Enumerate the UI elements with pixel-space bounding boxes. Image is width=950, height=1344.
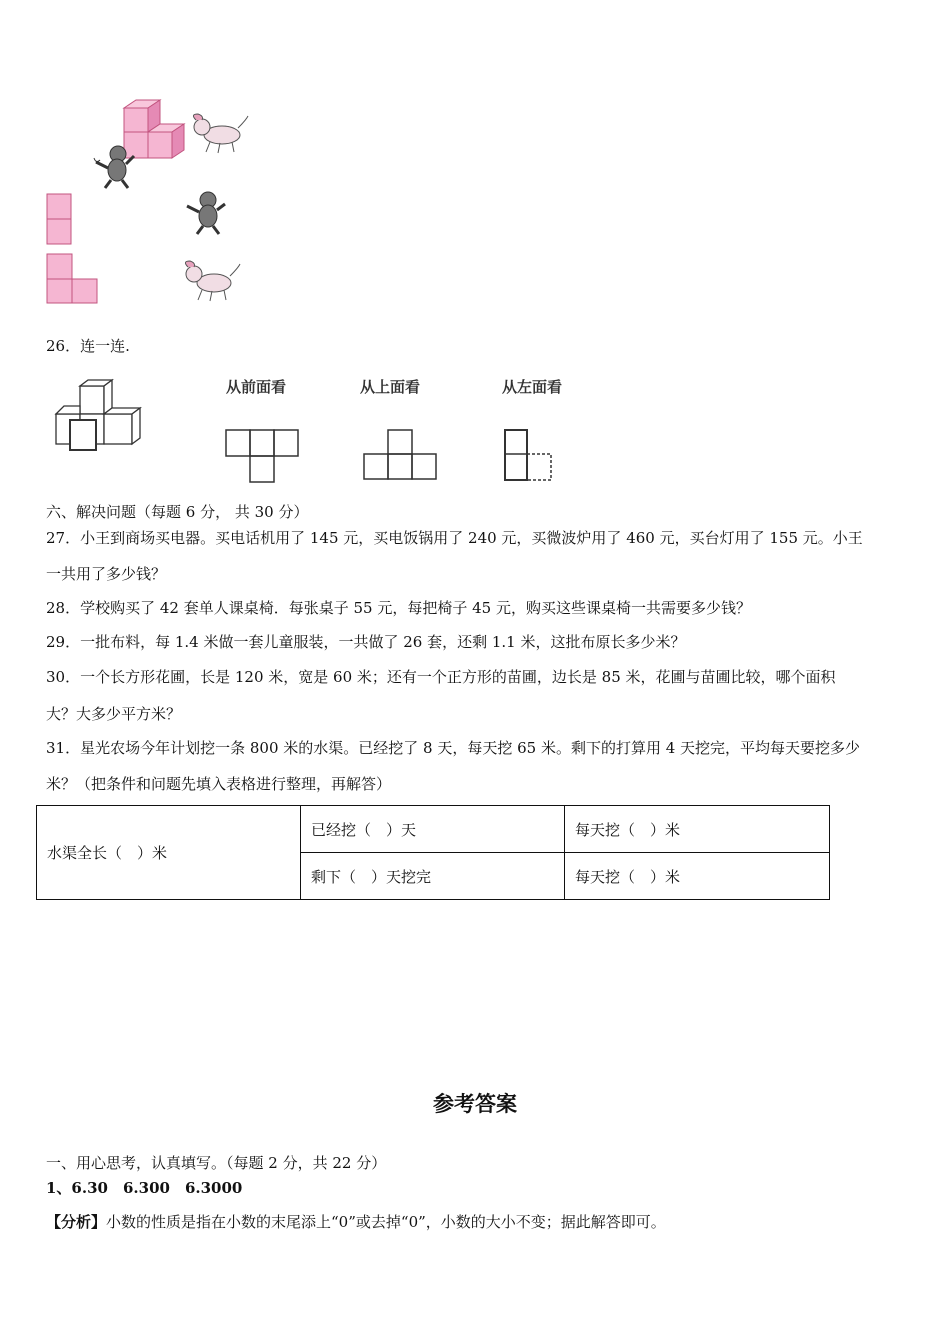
q31-line1: 31．星光农场今年计划挖一条 800 米的水渠。已经挖了 8 天，每天挖 65 米。剩下的打算用 4 天挖完，平均每天要挖多少 [46,739,861,757]
view-label-front: 从前面看 [226,378,287,396]
q26-prompt: 26．连一连. [46,337,130,355]
analysis-text: 小数的性质是指在小数的末尾添上“0”或去掉“0”，小数的大小不变；据此解答即可。 [106,1213,666,1231]
table-cell-remain-days[interactable]: 剩下（ ）天挖完 [301,853,565,900]
table-cell-dug-per-day[interactable]: 每天挖（ ）米 [565,806,830,853]
q30-line2: 大？大多少平方米？ [46,705,182,723]
table-cell-remain-per-day[interactable]: 每天挖（ ）米 [565,853,830,900]
view-two-squares [47,194,71,244]
q27-line2: 一共用了多少钱？ [46,565,167,583]
table-cell-dug-days[interactable]: 已经挖（ ）天 [301,806,565,853]
view-label-left: 从左面看 [502,378,563,396]
view-l-shape [47,254,97,303]
q30-line1: 30．一个长方形花圃，长是 120 米，宽是 60 米；还有一个正方形的苗圃，边长是 85 米，花圃与苗圃比较，哪个面积 [46,668,836,686]
dog-icon [193,114,248,153]
dog-icon [185,261,240,301]
q31-line2: 米？（把条件和问题先填入表格进行整理，再解答） [46,775,392,793]
answer-1: 1、6.30 6.300 6.3000 [46,1179,243,1197]
q26-view-b [362,428,452,488]
analysis-label: 【分析】 [46,1213,107,1231]
q26-view-a [224,428,314,488]
answers-section1: 一、用心思考，认真填写。（每题 2 分，共 22 分） [46,1154,387,1172]
q25-figure [0,0,260,320]
q28: 28．学校购买了 42 套单人课桌椅．每张桌子 55 元，每把椅子 45 元，购买这些课桌椅一共需要多少钱？ [46,599,751,617]
q31-table [36,805,830,900]
answers-title: 参考答案 [433,1091,517,1116]
q29: 29．一批布料，每 1.4 米做一套儿童服装，一共做了 26 套，还剩 1.1 米，这批布原长多少米？ [46,633,686,651]
view-label-top: 从上面看 [360,378,421,396]
section6-heading: 六、解决问题（每题 6 分， 共 30 分） [46,503,309,521]
pink-cube-stack [124,100,184,158]
q26-view-c [503,428,563,488]
q26-solid-figure [48,376,168,466]
table-cell-total[interactable]: 水渠全长（ ）米 [37,806,301,900]
monkey-icon [187,192,225,234]
analysis [46,1212,666,1232]
q27-line1: 27．小王到商场买电器。买电话机用了 145 元，买电饭锅用了 240 元，买微波炉用了 460 元，买台灯用了 155 元。小王 [46,529,863,547]
